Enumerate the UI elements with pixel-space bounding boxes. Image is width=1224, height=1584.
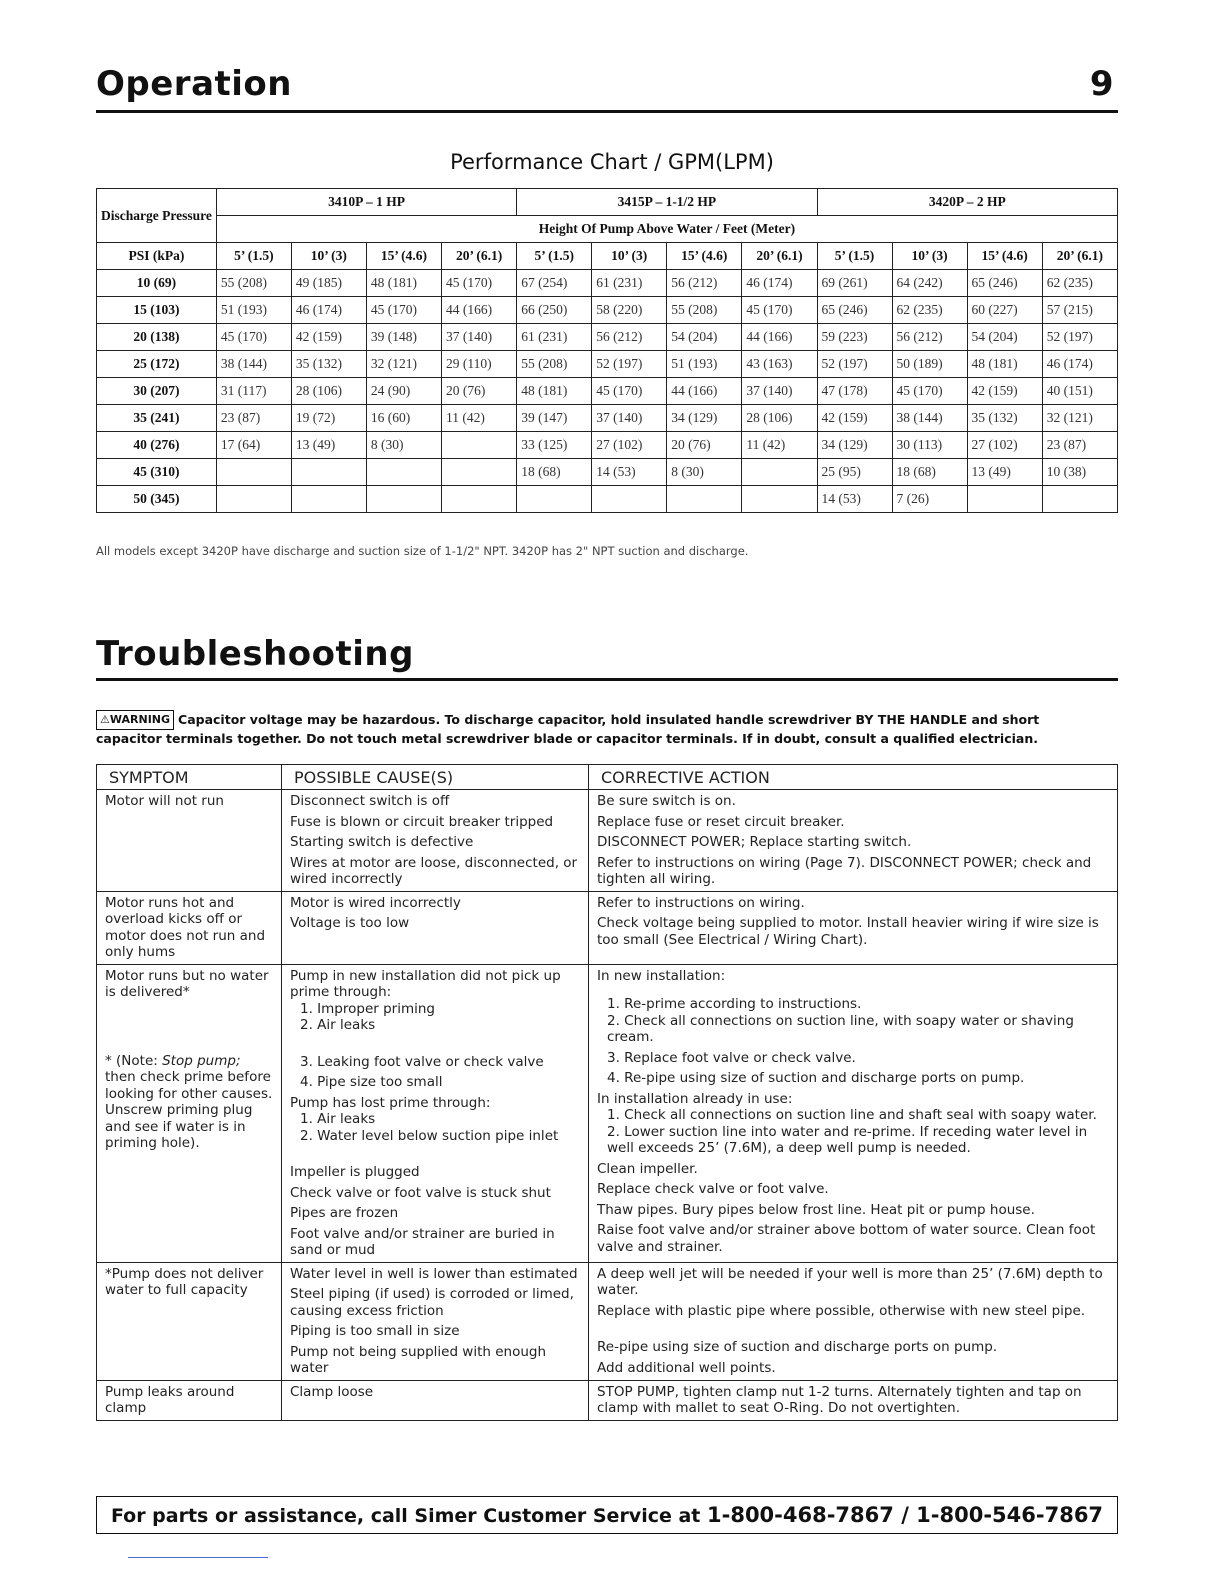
- flow-value-cell: 33 (125): [517, 432, 592, 459]
- flow-value-cell: 8 (30): [366, 432, 441, 459]
- cause-item: Steel piping (if used) is corroded or limed, causing excess friction: [290, 1286, 574, 1319]
- flow-value-cell: 23 (87): [216, 405, 291, 432]
- table-row: [97, 486, 1118, 513]
- cause-item: 1. Air leaks: [300, 1111, 376, 1127]
- cause-item: 2. Air leaks: [300, 1017, 376, 1033]
- symptom-header: SYMPTOM: [97, 765, 282, 790]
- flow-value-cell: 37 (140): [442, 324, 517, 351]
- flow-value-cell: [1042, 486, 1117, 513]
- action-header: CORRECTIVE ACTION: [589, 765, 1118, 790]
- flow-value-cell: 61 (231): [592, 270, 667, 297]
- flow-value-cell: 28 (106): [742, 405, 817, 432]
- flow-value-cell: 50 (189): [892, 351, 967, 378]
- action-item: Replace fuse or reset circuit breaker.: [597, 813, 845, 830]
- flow-value-cell: 44 (166): [442, 297, 517, 324]
- page-number: 9: [1089, 64, 1114, 104]
- flow-value-cell: 51 (193): [216, 297, 291, 324]
- flow-value-cell: 13 (49): [967, 459, 1042, 486]
- cause-item: Pump not being supplied with enough water: [290, 1343, 547, 1376]
- table-row: [97, 378, 1118, 405]
- flow-value-cell: 14 (53): [817, 486, 892, 513]
- cause-item: Motor is wired incorrectly: [290, 894, 461, 911]
- flow-value-cell: 56 (212): [892, 324, 967, 351]
- cause-item: Starting switch is defective: [290, 834, 474, 850]
- flow-value-cell: 64 (242): [892, 270, 967, 297]
- table-row: [97, 432, 1118, 459]
- flow-value-cell: 52 (197): [817, 351, 892, 378]
- flow-value-cell: 69 (261): [817, 270, 892, 297]
- flow-value-cell: 29 (110): [442, 351, 517, 378]
- cause-item: Pipes are frozen: [290, 1205, 399, 1221]
- action-cell: STOP PUMP, tighten clamp nut 1-2 turns. Alternately tighten and tap on clamp with mallet to seat O-Ring. Do not overtighten.: [589, 1380, 1118, 1420]
- flow-value-cell: [442, 432, 517, 459]
- height-column-header: 10’ (3): [892, 243, 967, 270]
- flow-value-cell: [442, 486, 517, 513]
- flow-value-cell: 32 (121): [366, 351, 441, 378]
- flow-value-cell: 55 (208): [667, 297, 742, 324]
- flow-value-cell: 54 (204): [967, 324, 1042, 351]
- flow-value-cell: 27 (102): [967, 432, 1042, 459]
- action-item: Raise foot valve and/or strainer above bottom of water source. Clean foot valve and strainer.: [597, 1222, 1096, 1255]
- action-item: DISCONNECT POWER; Replace starting switch.: [597, 834, 912, 850]
- flow-value-cell: [291, 486, 366, 513]
- flow-value-cell: 48 (181): [366, 270, 441, 297]
- symptom-cell: Motor runs hot and overload kicks off or motor does not run and only hums: [97, 891, 282, 964]
- cause-item: Pump in new installation did not pick up prime through:: [290, 967, 561, 1000]
- section-title: Operation: [96, 64, 292, 104]
- flow-value-cell: 46 (174): [742, 270, 817, 297]
- flow-value-cell: 57 (215): [1042, 297, 1117, 324]
- action-item: A deep well jet will be needed if your well is more than 25’ (7.6M) depth to water.: [597, 1265, 1103, 1298]
- flow-value-cell: 16 (60): [366, 405, 441, 432]
- flow-value-cell: 58 (220): [592, 297, 667, 324]
- psi-cell: 40 (276): [97, 432, 217, 459]
- flow-value-cell: 39 (148): [366, 324, 441, 351]
- flow-value-cell: 45 (170): [742, 297, 817, 324]
- troubleshooting-title: Troubleshooting: [96, 634, 414, 674]
- psi-cell: 20 (138): [97, 324, 217, 351]
- flow-value-cell: 61 (231): [517, 324, 592, 351]
- flow-value-cell: [216, 486, 291, 513]
- flow-value-cell: 45 (170): [442, 270, 517, 297]
- action-item: 1. Check all connections on suction line and shaft seal with soapy water.: [607, 1107, 1097, 1123]
- flow-value-cell: 25 (95): [817, 459, 892, 486]
- height-column-header: 5’ (1.5): [216, 243, 291, 270]
- flow-value-cell: 18 (68): [892, 459, 967, 486]
- action-item: 3. Replace foot valve or check valve.: [607, 1049, 856, 1066]
- customer-service-footer: [96, 1496, 1118, 1534]
- model-header: 3415P – 1-1/2 HP: [517, 189, 817, 216]
- flow-value-cell: 65 (246): [967, 270, 1042, 297]
- cause-item: Piping is too small in size: [290, 1323, 460, 1339]
- flow-value-cell: 38 (144): [216, 351, 291, 378]
- cause-item: 1. Improper priming: [300, 1000, 435, 1017]
- action-item: Replace with plastic pipe where possible, otherwise with new steel pipe.: [597, 1302, 1086, 1319]
- height-column-header: 20’ (6.1): [742, 243, 817, 270]
- model-header: 3420P – 2 HP: [817, 189, 1117, 216]
- warning-block: [96, 710, 1096, 748]
- flow-value-cell: 62 (235): [892, 297, 967, 324]
- flow-value-cell: [291, 459, 366, 486]
- height-column-header: 10’ (3): [592, 243, 667, 270]
- flow-value-cell: 42 (159): [967, 378, 1042, 405]
- flow-value-cell: [592, 486, 667, 513]
- flow-value-cell: 44 (166): [667, 378, 742, 405]
- cause-item: Check valve or foot valve is stuck shut: [290, 1184, 551, 1201]
- flow-value-cell: 24 (90): [366, 378, 441, 405]
- table-row: [97, 891, 1118, 964]
- flow-value-cell: 67 (254): [517, 270, 592, 297]
- height-column-header: 15’ (4.6): [667, 243, 742, 270]
- flow-value-cell: 8 (30): [667, 459, 742, 486]
- flow-value-cell: 59 (223): [817, 324, 892, 351]
- action-cell: [589, 964, 1118, 1262]
- flow-value-cell: 66 (250): [517, 297, 592, 324]
- flow-value-cell: 48 (181): [967, 351, 1042, 378]
- action-item: Replace check valve or foot valve.: [597, 1181, 829, 1197]
- cause-cell: [282, 891, 589, 964]
- table-row: [97, 459, 1118, 486]
- table-row: [97, 351, 1118, 378]
- psi-cell: 50 (345): [97, 486, 217, 513]
- flow-value-cell: 38 (144): [892, 405, 967, 432]
- troubleshooting-rule: [96, 678, 1118, 681]
- table-row: [97, 1380, 1118, 1420]
- action-item: Clean impeller.: [597, 1160, 698, 1177]
- footer-phone: 1-800-468-7867 / 1-800-546-7867: [707, 1503, 1104, 1527]
- flow-value-cell: 49 (185): [291, 270, 366, 297]
- symptom-cell: *Pump does not deliver water to full capacity: [97, 1262, 282, 1380]
- action-item: 2. Check all connections on suction line, with soapy water or shaving cream.: [607, 1012, 1074, 1045]
- troubleshooting-header: [96, 634, 1118, 674]
- symptom-cell: Pump leaks around clamp: [97, 1380, 282, 1420]
- psi-cell: 35 (241): [97, 405, 217, 432]
- flow-value-cell: [667, 486, 742, 513]
- action-cell: [589, 891, 1118, 964]
- psi-cell: 15 (103): [97, 297, 217, 324]
- height-column-header: 15’ (4.6): [967, 243, 1042, 270]
- height-column-header: 20’ (6.1): [442, 243, 517, 270]
- flow-value-cell: 46 (174): [291, 297, 366, 324]
- cause-item: Pump has lost prime through:: [290, 1094, 491, 1111]
- symptom-cell: [97, 964, 282, 1262]
- flow-value-cell: 11 (42): [442, 405, 517, 432]
- warning-text: Capacitor voltage may be hazardous. To discharge capacitor, hold insulated handle screwdriver BY THE HANDLE and short capacitor terminals together. Do not touch metal screwdriver blade or capacitor terminals. If in doubt, consult a qualified electrician.: [96, 712, 1040, 746]
- psi-cell: 45 (310): [97, 459, 217, 486]
- cause-cell: [282, 790, 589, 892]
- action-item: Refer to instructions on wiring (Page 7). DISCONNECT POWER; check and tighten all wiring.: [597, 854, 1092, 887]
- header-rule: [96, 110, 1118, 113]
- table-row: [97, 324, 1118, 351]
- height-column-header: 5’ (1.5): [517, 243, 592, 270]
- cause-item: Wires at motor are loose, disconnected, or wired incorrectly: [290, 854, 578, 887]
- action-cell: [589, 1262, 1118, 1380]
- flow-value-cell: 34 (129): [667, 405, 742, 432]
- flow-value-cell: 28 (106): [291, 378, 366, 405]
- flow-value-cell: 27 (102): [592, 432, 667, 459]
- model-header: 3410P – 1 HP: [216, 189, 516, 216]
- flow-value-cell: 56 (212): [667, 270, 742, 297]
- height-column-header: 20’ (6.1): [1042, 243, 1117, 270]
- action-item: Thaw pipes. Bury pipes below frost line. Heat pit or pump house.: [597, 1201, 1035, 1218]
- flow-value-cell: 45 (170): [892, 378, 967, 405]
- cause-item: Impeller is plugged: [290, 1164, 420, 1180]
- performance-table: [96, 188, 1118, 513]
- flow-value-cell: [742, 459, 817, 486]
- flow-value-cell: 10 (38): [1042, 459, 1117, 486]
- flow-value-cell: 55 (208): [216, 270, 291, 297]
- table-row: [97, 790, 1118, 892]
- psi-column-label: PSI (kPa): [97, 243, 217, 270]
- action-cell: [589, 790, 1118, 892]
- flow-value-cell: 35 (132): [291, 351, 366, 378]
- performance-note: All models except 3420P have discharge and suction size of 1-1/2" NPT. 3420P has 2" NPT suction and discharge.: [96, 544, 749, 558]
- action-item: Check voltage being supplied to motor. Install heavier wiring if wire size is too small (See Electrical / Wiring Chart).: [597, 915, 1099, 948]
- table-row: [97, 270, 1118, 297]
- psi-cell: 30 (207): [97, 378, 217, 405]
- height-column-header: 5’ (1.5): [817, 243, 892, 270]
- height-column-header: 10’ (3): [291, 243, 366, 270]
- flow-value-cell: [216, 459, 291, 486]
- action-item: Add additional well points.: [597, 1359, 776, 1376]
- flow-value-cell: 45 (170): [366, 297, 441, 324]
- flow-value-cell: 37 (140): [742, 378, 817, 405]
- flow-value-cell: 44 (166): [742, 324, 817, 351]
- flow-value-cell: 20 (76): [667, 432, 742, 459]
- flow-value-cell: 46 (174): [1042, 351, 1117, 378]
- performance-chart-title: Performance Chart / GPM(LPM): [450, 150, 774, 174]
- action-item: 2. Lower suction line into water and re-prime. If receding water level in well exceeds 25’ (7.6M), a deep well pump is needed.: [607, 1123, 1088, 1156]
- page-header: [96, 64, 1118, 104]
- flow-value-cell: 42 (159): [291, 324, 366, 351]
- action-item: 1. Re-prime according to instructions.: [607, 996, 862, 1012]
- flow-value-cell: 51 (193): [667, 351, 742, 378]
- flow-value-cell: 34 (129): [817, 432, 892, 459]
- flow-value-cell: 35 (132): [967, 405, 1042, 432]
- flow-value-cell: 55 (208): [517, 351, 592, 378]
- table-row: [97, 405, 1118, 432]
- cause-item: Disconnect switch is off: [290, 793, 450, 809]
- action-item: Refer to instructions on wiring.: [597, 894, 805, 911]
- flow-value-cell: 13 (49): [291, 432, 366, 459]
- cause-cell: Clamp loose: [282, 1380, 589, 1420]
- flow-value-cell: 40 (151): [1042, 378, 1117, 405]
- cause-cell: [282, 1262, 589, 1380]
- flow-value-cell: 56 (212): [592, 324, 667, 351]
- cause-item: 2. Water level below suction pipe inlet: [300, 1127, 559, 1144]
- flow-value-cell: [967, 486, 1042, 513]
- action-item: Re-pipe using size of suction and discharge ports on pump.: [597, 1339, 998, 1355]
- flow-value-cell: 52 (197): [1042, 324, 1117, 351]
- cause-header: POSSIBLE CAUSE(S): [282, 765, 589, 790]
- flow-value-cell: 31 (117): [216, 378, 291, 405]
- flow-value-cell: [366, 459, 441, 486]
- action-item: In installation already in use:: [597, 1090, 793, 1107]
- flow-value-cell: 39 (147): [517, 405, 592, 432]
- flow-value-cell: 42 (159): [817, 405, 892, 432]
- flow-value-cell: 17 (64): [216, 432, 291, 459]
- symptom-note: * (Note: Stop pump; then check prime before looking for other causes. Unscrew priming plug and see if water is in priming hole).: [105, 1052, 273, 1151]
- cause-item: Water level in well is lower than estimated: [290, 1265, 578, 1282]
- table-row: [97, 297, 1118, 324]
- flow-value-cell: 7 (26): [892, 486, 967, 513]
- action-item: 4. Re-pipe using size of suction and discharge ports on pump.: [607, 1070, 1025, 1086]
- cause-item: 4. Pipe size too small: [300, 1074, 443, 1090]
- flow-value-cell: 11 (42): [742, 432, 817, 459]
- row-header-label: Discharge Pressure: [97, 189, 217, 243]
- flow-value-cell: [442, 459, 517, 486]
- cause-item: Fuse is blown or circuit breaker tripped: [290, 813, 554, 830]
- flow-value-cell: [517, 486, 592, 513]
- cause-item: Voltage is too low: [290, 915, 410, 931]
- footer-text: For parts or assistance, call Simer Customer Service at: [110, 1505, 701, 1527]
- action-item: In new installation:: [597, 967, 726, 984]
- flow-value-cell: 43 (163): [742, 351, 817, 378]
- flow-value-cell: 47 (178): [817, 378, 892, 405]
- symptom-text: Motor runs but no water is delivered*: [105, 967, 269, 1000]
- flow-value-cell: 45 (170): [216, 324, 291, 351]
- action-item: Be sure switch is on.: [597, 793, 736, 809]
- flow-value-cell: 23 (87): [1042, 432, 1117, 459]
- symptom-cell: Motor will not run: [97, 790, 282, 892]
- warning-badge: ⚠WARNING: [96, 710, 174, 730]
- table-row: [97, 1262, 1118, 1380]
- flow-value-cell: 32 (121): [1042, 405, 1117, 432]
- flow-value-cell: 37 (140): [592, 405, 667, 432]
- psi-cell: 25 (172): [97, 351, 217, 378]
- table-row: [97, 964, 1118, 1262]
- flow-value-cell: 18 (68): [517, 459, 592, 486]
- flow-value-cell: 52 (197): [592, 351, 667, 378]
- flow-value-cell: 62 (235): [1042, 270, 1117, 297]
- height-column-header: 15’ (4.6): [366, 243, 441, 270]
- cause-item: Foot valve and/or strainer are buried in sand or mud: [290, 1225, 555, 1258]
- cause-cell: [282, 964, 589, 1262]
- flow-value-cell: 60 (227): [967, 297, 1042, 324]
- flow-value-cell: [742, 486, 817, 513]
- flow-value-cell: 45 (170): [592, 378, 667, 405]
- troubleshooting-table: [96, 764, 1118, 1421]
- page-divider: [128, 1557, 268, 1558]
- flow-value-cell: 14 (53): [592, 459, 667, 486]
- cause-item: 3. Leaking foot valve or check valve: [300, 1053, 544, 1070]
- flow-value-cell: 19 (72): [291, 405, 366, 432]
- flow-value-cell: 30 (113): [892, 432, 967, 459]
- flow-value-cell: 20 (76): [442, 378, 517, 405]
- psi-cell: 10 (69): [97, 270, 217, 297]
- flow-value-cell: 65 (246): [817, 297, 892, 324]
- flow-value-cell: [366, 486, 441, 513]
- flow-value-cell: 48 (181): [517, 378, 592, 405]
- height-subheader: Height Of Pump Above Water / Feet (Meter): [216, 216, 1117, 243]
- flow-value-cell: 54 (204): [667, 324, 742, 351]
